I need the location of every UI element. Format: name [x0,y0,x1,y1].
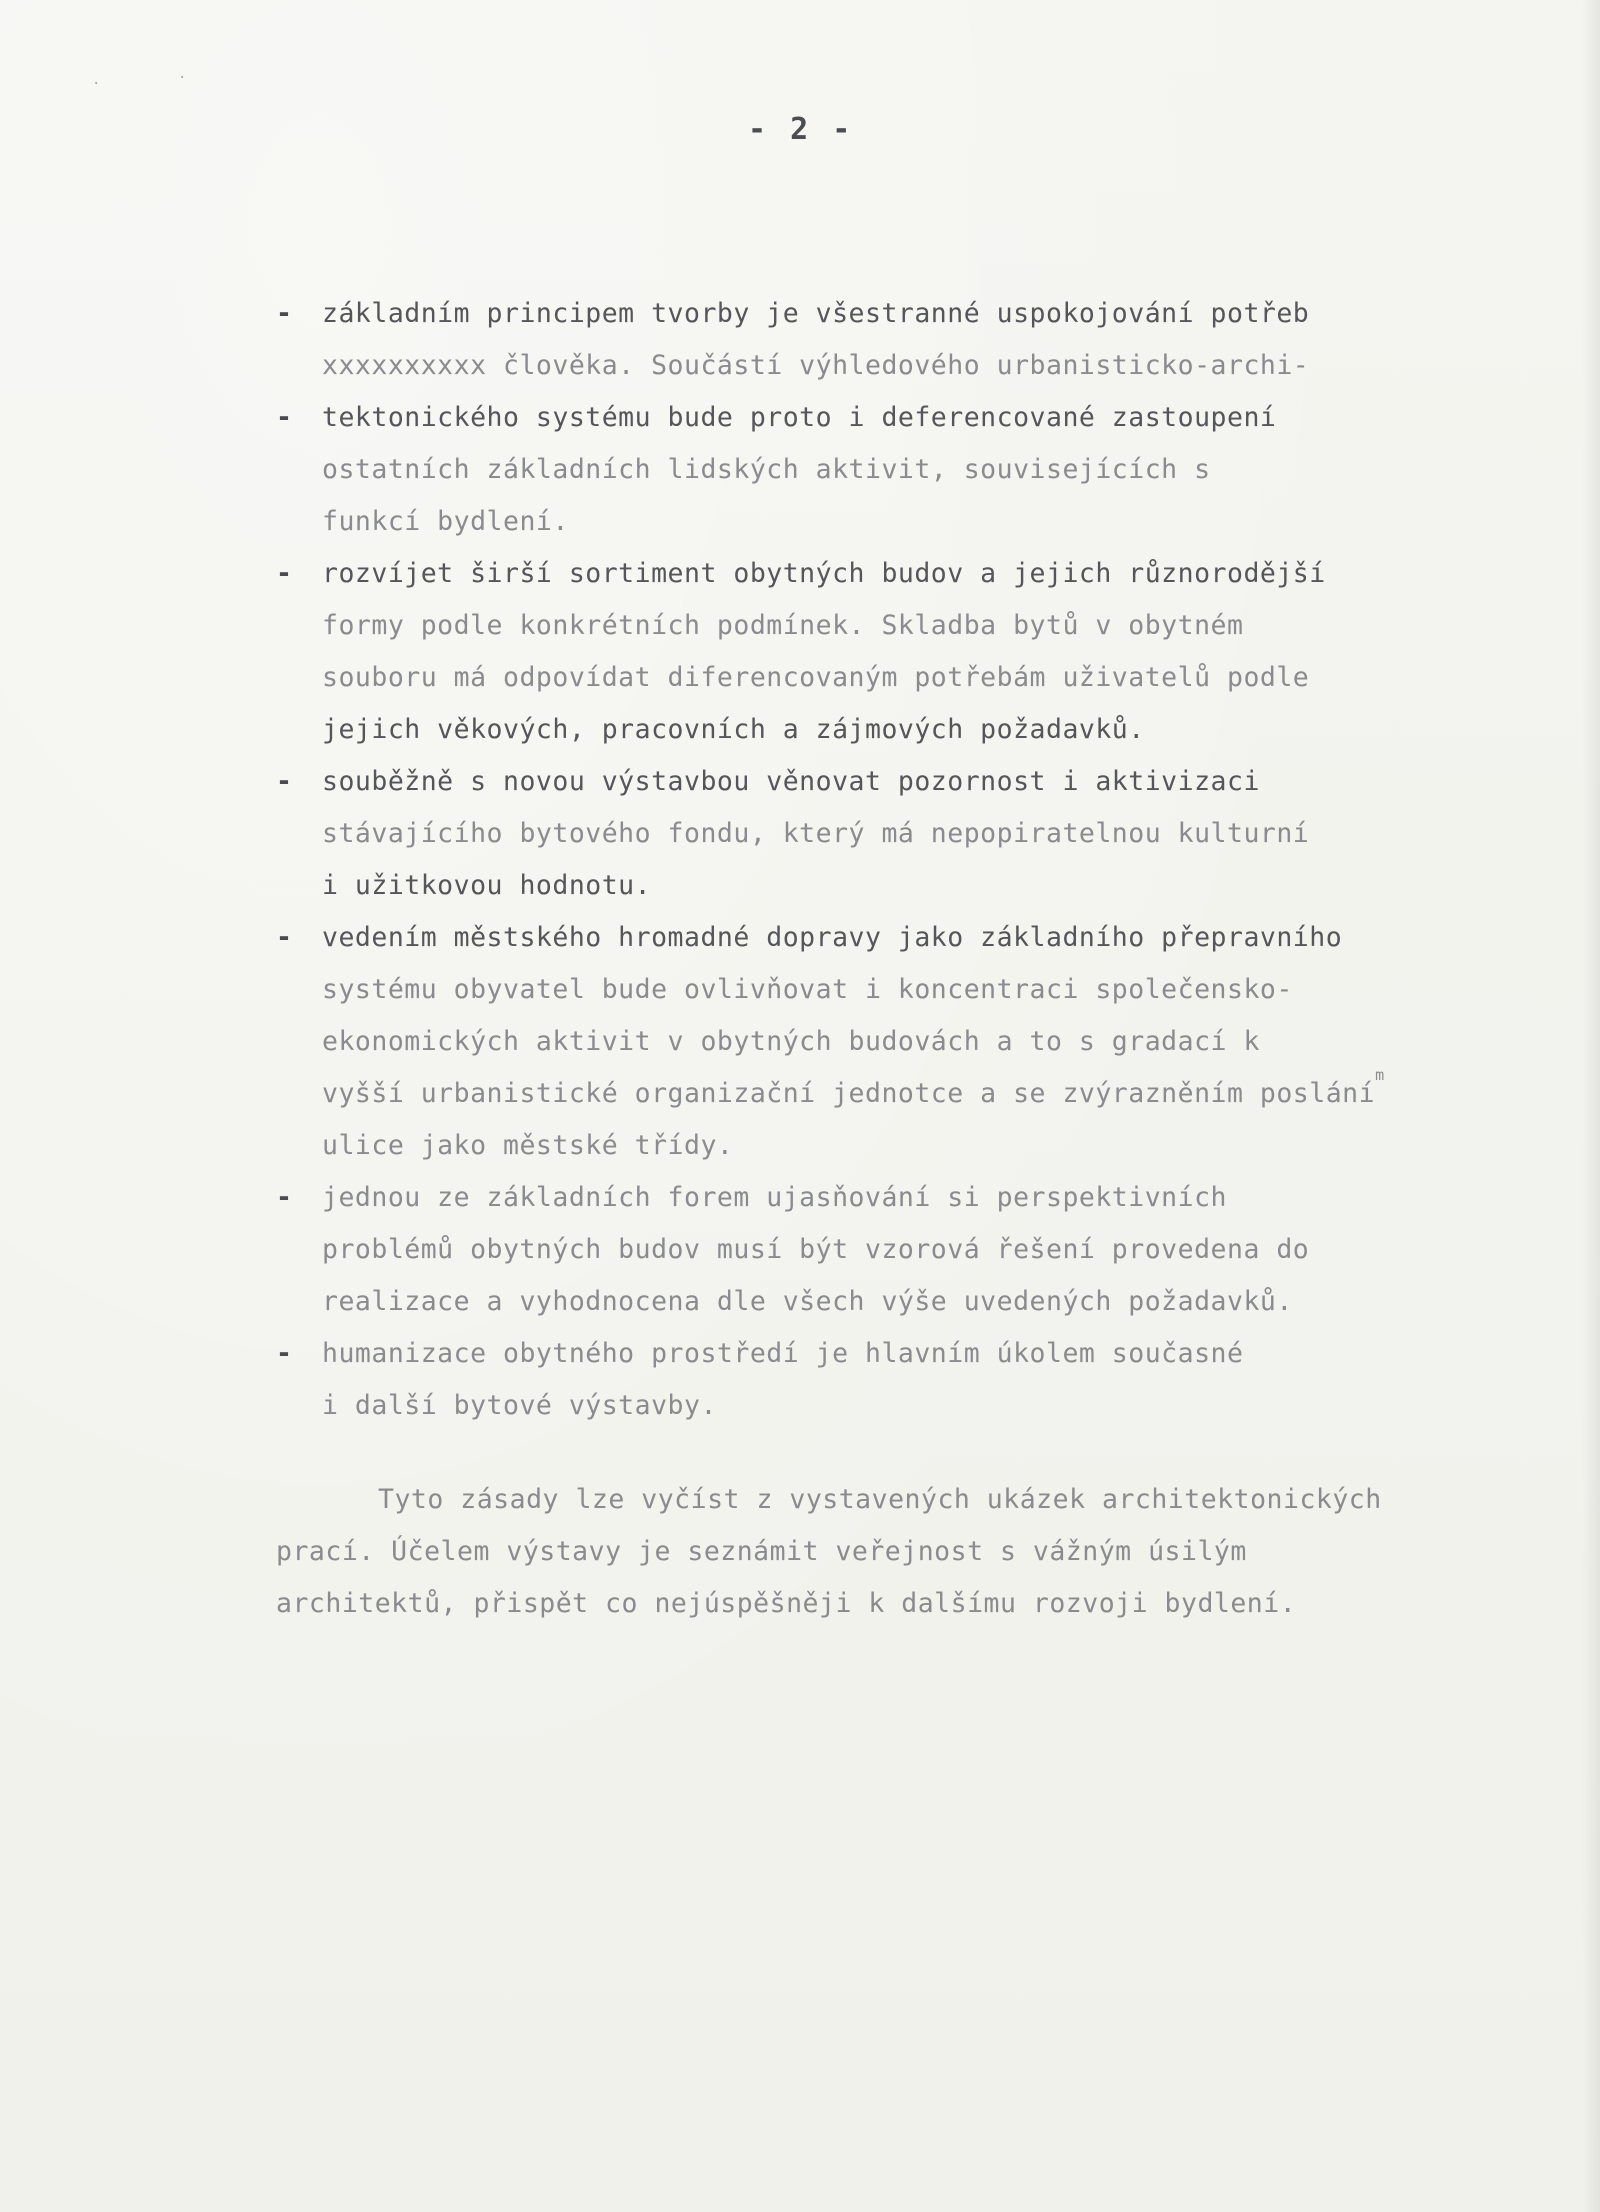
text-line [276,340,1576,392]
text-line [276,288,1576,340]
bullet-text: souboru má odpovídat diferencovaným potřebám uživatelů podle [322,662,1310,693]
text-line [276,652,1576,704]
bullet-text: ulice jako městské třídy. [322,1130,734,1161]
paper-speck: · [178,70,187,86]
bullet-text: xxxxxxxxxx člověka. Součástí výhledového urbanisticko-archi- [322,350,1310,381]
text-line [276,600,1576,652]
bullet-text: formy podle konkrétních podmínek. Skladba bytů v obytném [322,610,1244,641]
bullet-text: i užitkovou hodnotu. [322,870,652,901]
text-line [276,1120,1576,1172]
bullet-text: rozvíjet širší sortiment obytných budov a jejich různorodější [322,558,1326,589]
text-line [276,756,1576,808]
bullet-marker: - [276,922,293,953]
bullet-text: stávajícího bytového fondu, který má nepopiratelnou kulturní [322,818,1310,849]
bullet-marker: - [276,1338,293,1369]
bullet-text: jejich věkových, pracovních a zájmových požadavků. [322,714,1145,745]
bullet-marker: - [276,766,293,797]
bullet-text: problémů obytných budov musí být vzorová řešení provedena do [322,1234,1310,1265]
bullet-marker: - [276,1182,293,1213]
closing-text: architektů, přispět co nejúspěšněji k dalšímu rozvoji bydlení. [276,1588,1297,1619]
text-line [276,964,1576,1016]
text-line [276,1526,1576,1578]
bullet-text: funkcí bydlení. [322,506,569,537]
bullet-text: ekonomických aktivit v obytných budovách a to s gradací k [322,1026,1260,1057]
text-line [276,1224,1576,1276]
paper-speck: · [92,76,101,92]
bullet-text: humanizace obytného prostředí je hlavním úkolem současné [322,1338,1244,1369]
text-line [276,1578,1576,1630]
text-line [276,1068,1576,1120]
text-line [276,548,1576,600]
text-line [276,1380,1576,1432]
body-text [276,288,1576,1630]
bullet-text: tektonického systému bude proto i deferencované zastoupení [322,402,1277,433]
bullet-text: i další bytové výstavby. [322,1390,717,1421]
closing-text: Tyto zásady lze vyčíst z vystavených ukázek architektonických [378,1484,1382,1515]
paper-edge-shadow [1582,0,1600,2212]
closing-text: prací. Účelem výstavy je seznámit veřejnost s vážným úsilým [276,1536,1247,1567]
text-line [276,912,1576,964]
bullet-text: realizace a vyhodnocena dle všech výše uvedených požadavků. [322,1286,1293,1317]
bullet-text: souběžně s novou výstavbou věnovat pozornost i aktivizaci [322,766,1260,797]
text-line [276,1276,1576,1328]
text-line [276,496,1576,548]
bullet-marker: - [276,402,293,433]
bullet-text: základním principem tvorby je všestranné uspokojování potřeb [322,298,1310,329]
text-line [276,444,1576,496]
text-line [276,704,1576,756]
page-number: - 2 - [748,112,854,147]
bullet-text: jednou ze základních forem ujasňování si perspektivních [322,1182,1227,1213]
text-line [276,1172,1576,1224]
bullet-text: vedením městského hromadné dopravy jako základního přepravního [322,922,1343,953]
handwritten-correction: m [1375,1066,1385,1084]
bullet-marker: - [276,558,293,589]
bullet-text: vyšší urbanistické organizační jednotce a se zvýrazněním poslání [322,1078,1376,1109]
bullet-text: ostatních základních lidských aktivit, souvisejících s [322,454,1211,485]
bullet-marker: - [276,298,293,329]
text-line [276,1016,1576,1068]
text-line [276,808,1576,860]
text-line [276,1328,1576,1380]
text-line [276,860,1576,912]
text-line [276,1474,1576,1526]
bullet-text: systému obyvatel bude ovlivňovat i koncentraci společensko- [322,974,1293,1005]
text-line [276,392,1576,444]
